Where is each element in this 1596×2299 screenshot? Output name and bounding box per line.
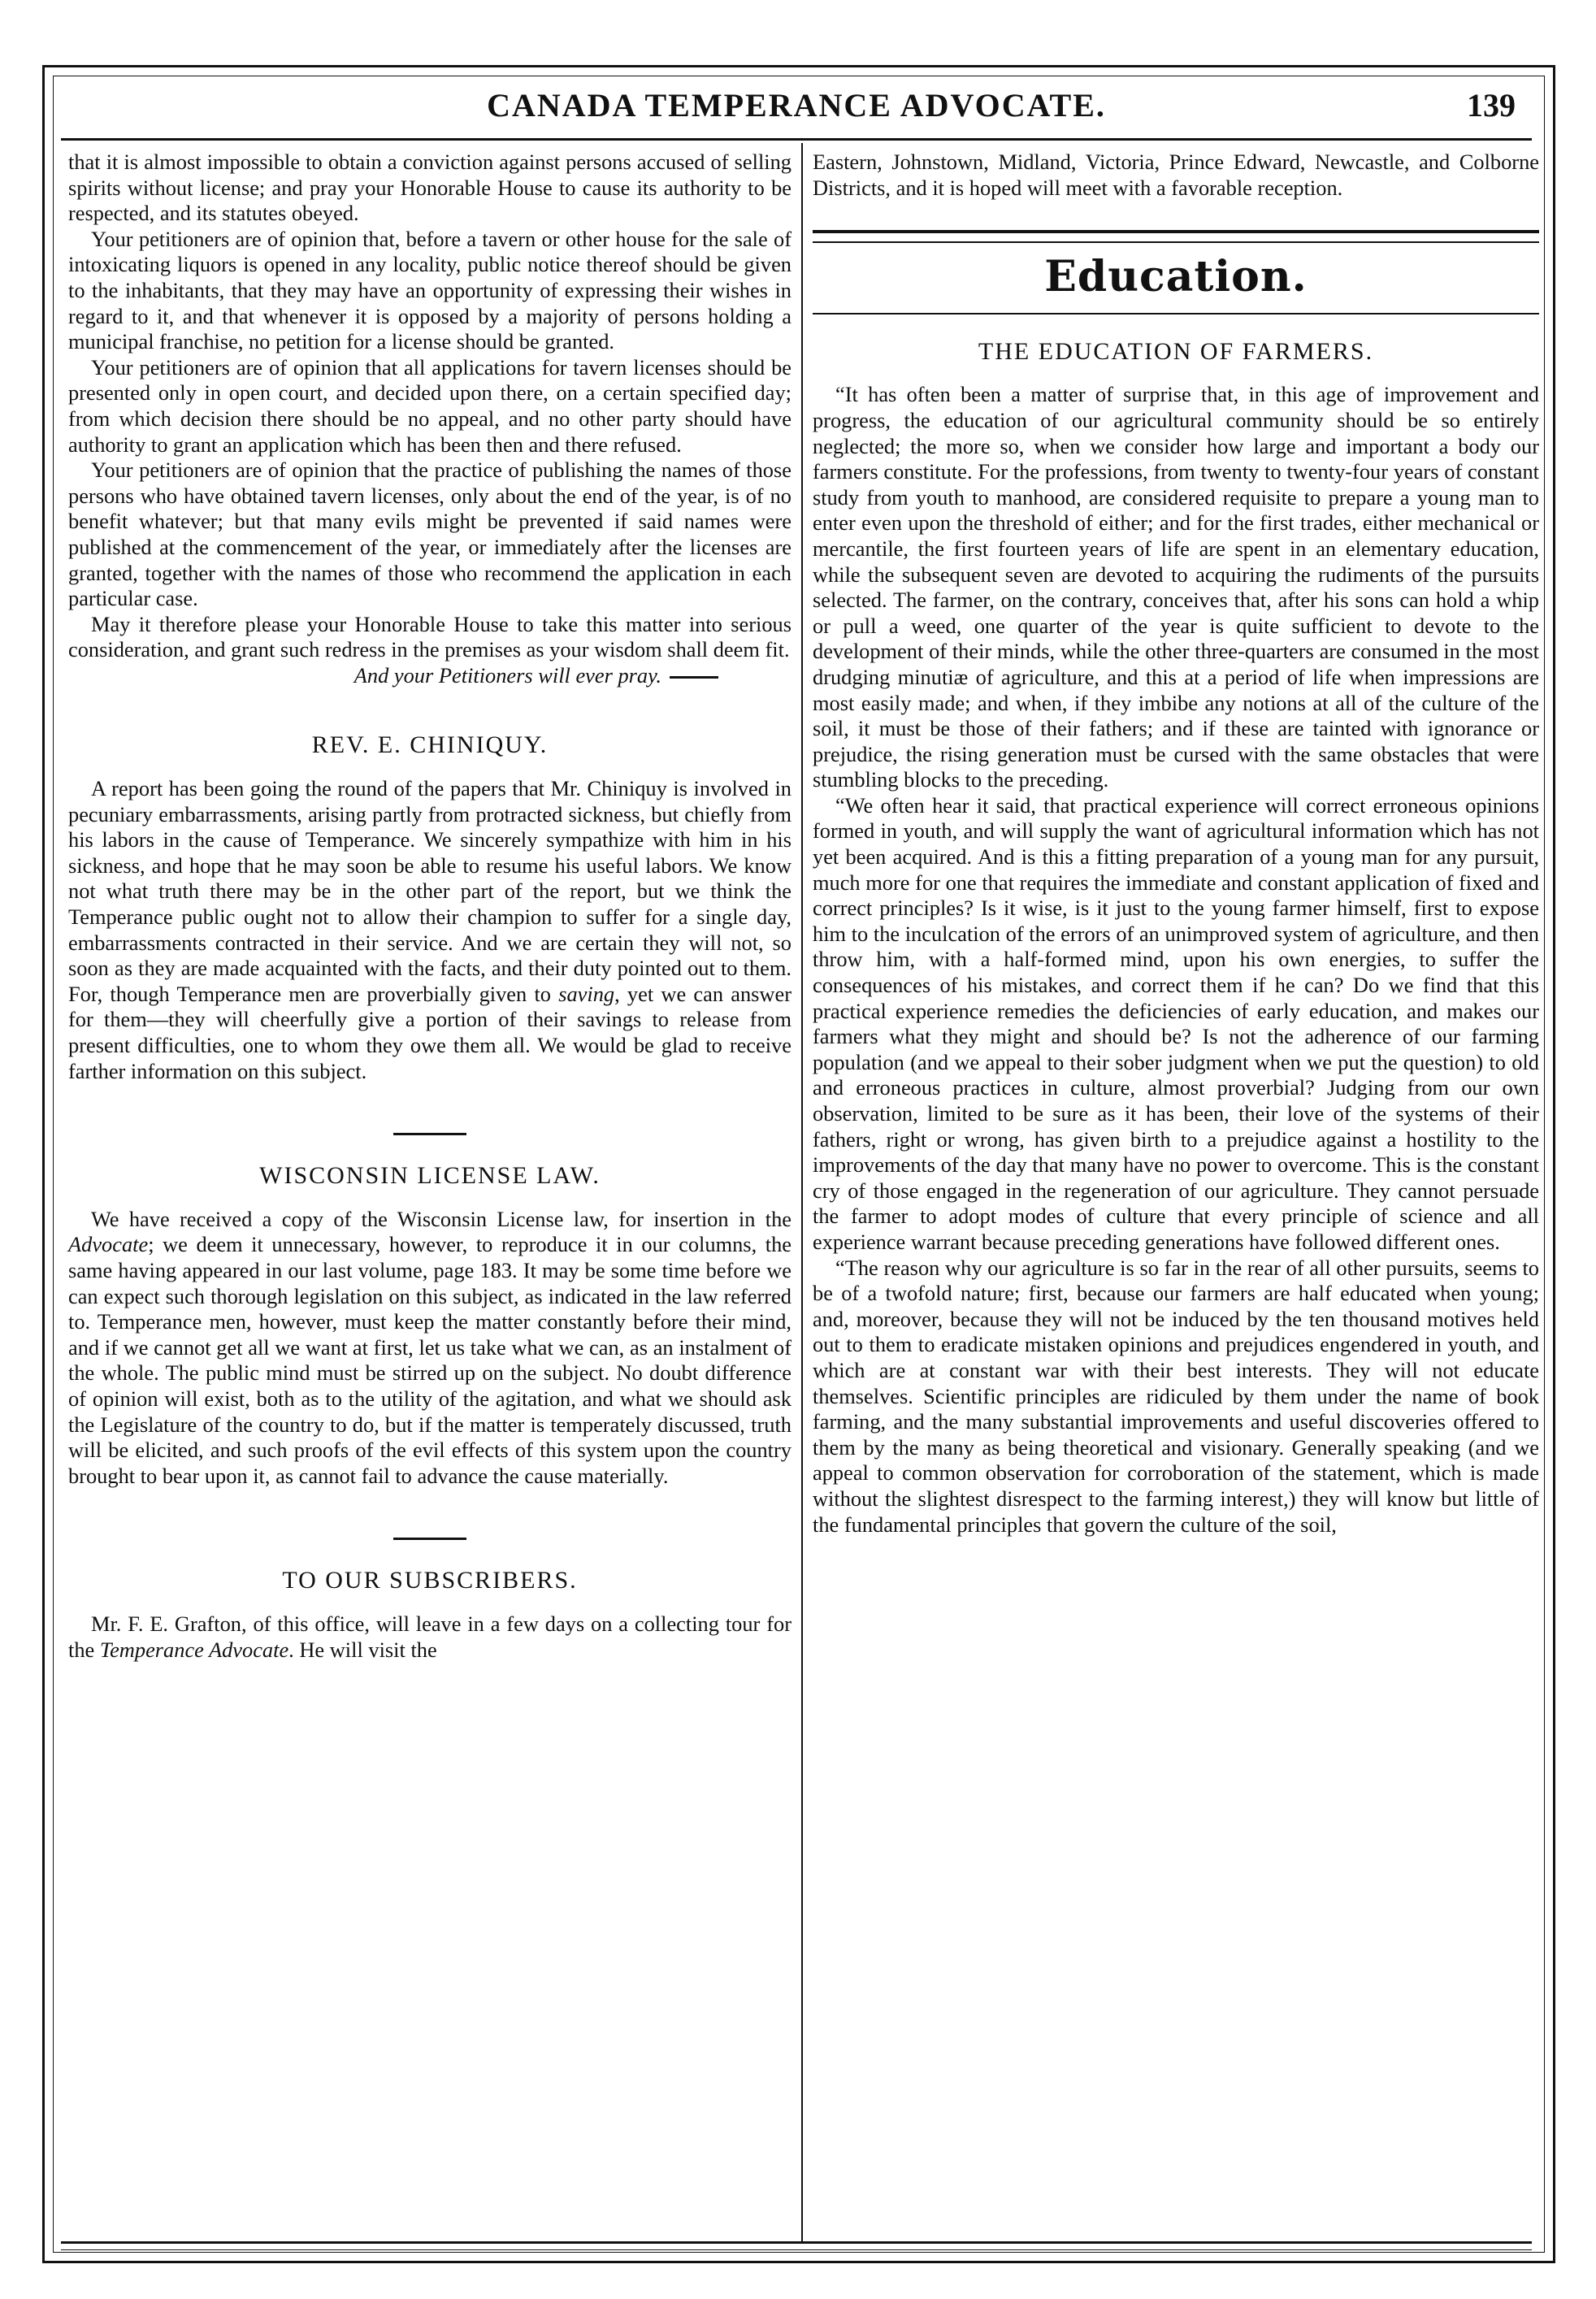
- subscribers-notice: [68, 1568, 791, 1663]
- article-title: REV. E. CHINIQUY.: [311, 731, 549, 759]
- petition-paragraph: May it therefore please your Honorable House to take this matter into serious consideration, and grant such redress in the premises as your wisdom shall deem fit.: [68, 611, 791, 662]
- petition-closing-text: And your Petitioners will ever pray.: [353, 662, 661, 688]
- petition-paragraph: Your petitioners are of opinion that, before a tavern or other house for the sale of intoxicating liquors is opened in any locality, public notice thereof should be given to the inhabitants, that they may have an opportunity of expressing their wishes in regard to it, and that whenever it is opposed by a majority of persons holding a municipal franchise, no petition for a license should be granted.: [68, 226, 791, 354]
- article-paragraph: “The reason why our agriculture is so far in the rear of all other pursuits, seems to be of a twofold nature; first, because our farmers are half educated when young; and, moreover, because they will not be induced by the ten thousand motives held out to them to eradicate mistaken opinions and prejudices engendered in youth, and which are at constant war with their best interests. They will not educate themselves. Scientific principles are ridiculed by them under the name of book farming, and the many substantial improvements and useful discoveries offered to them by the many as being theoretical and visionary. Generally speaking (and we appeal to common observation for corroboration of the statement, which is made without the slightest disrespect to the farming interest,) they will know but little of the fundamental principles that govern the culture of the soil,: [813, 1255, 1539, 1537]
- article-text: . He will visit the: [288, 1637, 437, 1662]
- petition-section: [68, 150, 791, 688]
- left-column: [68, 150, 791, 1663]
- footer-rule: [61, 2241, 1532, 2244]
- section-separator: [393, 1538, 466, 1540]
- section-header: Education.: [1044, 252, 1308, 302]
- article-paragraph: “It has often been a matter of surprise that, in this age of improvement and progress, the education of our agricultural community should be so entirely neglected; the more so, when we consider how large and important a body our farmers constitute. For the professions, from twenty to twenty-four years of constant study from youth to manhood, are considered requisite to prepare a young man to enter even upon the threshold of either; and for the first trades, either mechanical or mercantile, the first fourteen years of life are spent in an elementary education, while the subsequent seven are devoted to acquiring the rudiments of the pursuits selected. The farmer, on the contrary, conceives that, after his sons can hold a whip or pull a weed, one quarter of the year is quite sufficient to devote to the development of their minds, while the other three-quarters are consumed in the most drudging minutiæ of agriculture, and this at a period of life when impressions are most easily made; and when, if they imbibe any notions at all of the culture of the soil, it must be those of their fathers; and if these are tainted with ignorance or prejudice, the rising generation must be cursed with the same obstacles that were stumbling blocks to the preceding.: [813, 382, 1539, 792]
- article-title: THE EDUCATION OF FARMERS.: [978, 337, 1374, 365]
- closing-dash: [670, 676, 718, 679]
- petition-paragraph: that it is almost impossible to obtain a conviction against persons accused of selling spirits without license; and pray your Honorable House to cause its authority to be respected, and its statutes obeyed.: [68, 150, 791, 226]
- article-text: ; we deem it unnecessary, however, to reproduce it in our columns, the same having appeared in our last volume, page 183. It may be some time before we can expect such thorough legislation on this subject, as indicated in the law referred to. Temperance men, however, must keep the matter constantly before their mind, and if we cannot get all we want at first, let us take what we can, as an instalment of the whole. The public mind must be stirred up on the subject. No doubt difference of opinion will exist, both as to the utility of the agitation, and what we should ask the Legislature of the country to do, but if the matter is temperately discussed, truth will be elicited, and such proofs of the evil effects of this system upon the country brought to bear upon it, as cannot fail to advance the cause materially.: [68, 1232, 791, 1488]
- article-text: , yet we can answer for them—they will cheerfully give a portion of their savings to release from present difficulties, one to whom they owe them all. We would be glad to receive farther information on this subject.: [68, 981, 791, 1083]
- petition-closing: [68, 663, 791, 689]
- petition-paragraph: Your petitioners are of opinion that all applications for tavern licenses should be presented only in open court, and decided upon there, on a certain specified day; from which decision there should be no appeal, and no other party should have authority to grant an application which has been then and there refused.: [68, 354, 791, 457]
- article-paragraph: “We often hear it said, that practical experience will correct erroneous opinions formed in youth, and will supply the want of agricultural information which has not yet been acquired. And is this a fitting preparation of a young man for any pursuit, much more for one that requires the immediate and constant application of fixed and correct principles? Is it wise, is it just to the young farmer himself, first to expose him to the inculcation of the errors of an unimproved system of agriculture, and then throw him, with a half-formed mind, upon his own energies, to suffer the consequences of his mistakes, and correct them if he can? Do we find that this practical experience remedies the deficiencies of early education, and makes our farmers what they might and should be? Is not the adherence of our farming population (and we appeal to their sober judgment when we put the question) to old and erroneous practices in culture, almost proverbial? Judging from our own observation, limited to be sure as it has been, their love of the systems of their fathers, right or wrong, has given birth to a prejudice against a hostility to the improvements of the day that many have no power to overcome. This is the constant cry of those engaged in the regeneration of our agriculture. They cannot persuade the farmer to adopt modes of culture that every principle of science and all experience warrant because preceding generations have followed different ones.: [813, 792, 1539, 1254]
- newspaper-title: CANADA TEMPERANCE ADVOCATE.: [487, 87, 1106, 124]
- article-paragraph: [68, 776, 791, 1084]
- page-header: [61, 78, 1532, 132]
- article-emphasis: Advocate: [68, 1232, 149, 1257]
- article-paragraph: [68, 1207, 791, 1490]
- article-emphasis: saving: [558, 981, 615, 1006]
- subscribers-continued: Eastern, Johnstown, Midland, Victoria, Prince Edward, Newcastle, and Colborne Districts, and it is hoped will meet with a favorable reception.: [813, 150, 1539, 200]
- header-rule: [61, 138, 1532, 141]
- article-paragraph: [68, 1611, 791, 1663]
- article-text: Mr. F. E. Grafton, of this office, will leave in a few days on a collecting tour for the: [68, 1611, 791, 1662]
- article-emphasis: Temperance Advocate: [99, 1637, 289, 1662]
- article-text: We have received a copy of the Wisconsin License law, for insertion in the: [91, 1206, 791, 1231]
- article-title: WISCONSIN LICENSE LAW.: [259, 1162, 601, 1190]
- section-rule: [813, 313, 1539, 314]
- column-divider: [801, 143, 803, 2241]
- article-text: A report has been going the round of the papers that Mr. Chiniquy is involved in pecuniary embarrassments, arising partly from protracted sickness, but chiefly from his labors in the cause of Temperance. We sincerely sympathize with him in his sickness, and hope that he may soon be able to resume his useful labors. We know not what truth there may be in the other part of the report, but we think the Temperance public ought not to allow their champion to suffer for a single day, embarrassments contracted in their service. And we are certain they will not, so soon as they are made acquainted with the facts, and their duty pointed out to them. For, though Temperance men are proverbially given to: [68, 776, 791, 1006]
- footer-rule-thin: [61, 2249, 1532, 2250]
- wisconsin-article: [68, 1163, 791, 1489]
- petition-paragraph: Your petitioners are of opinion that the practice of publishing the names of those persons who have obtained tavern licenses, only about the end of the year, is of no benefit whatever; but that many evils might be prevented if said names were published at the commencement of the year, or immediately after the licenses are granted, together with the names of those who recommend the application in each particular case.: [68, 458, 791, 611]
- page-number: 139: [1467, 87, 1516, 124]
- chiniquy-article: [68, 732, 791, 1084]
- article-title: TO OUR SUBSCRIBERS.: [282, 1567, 578, 1594]
- right-column: [813, 150, 1539, 1538]
- section-separator: [393, 1133, 466, 1135]
- double-rule: [813, 230, 1539, 243]
